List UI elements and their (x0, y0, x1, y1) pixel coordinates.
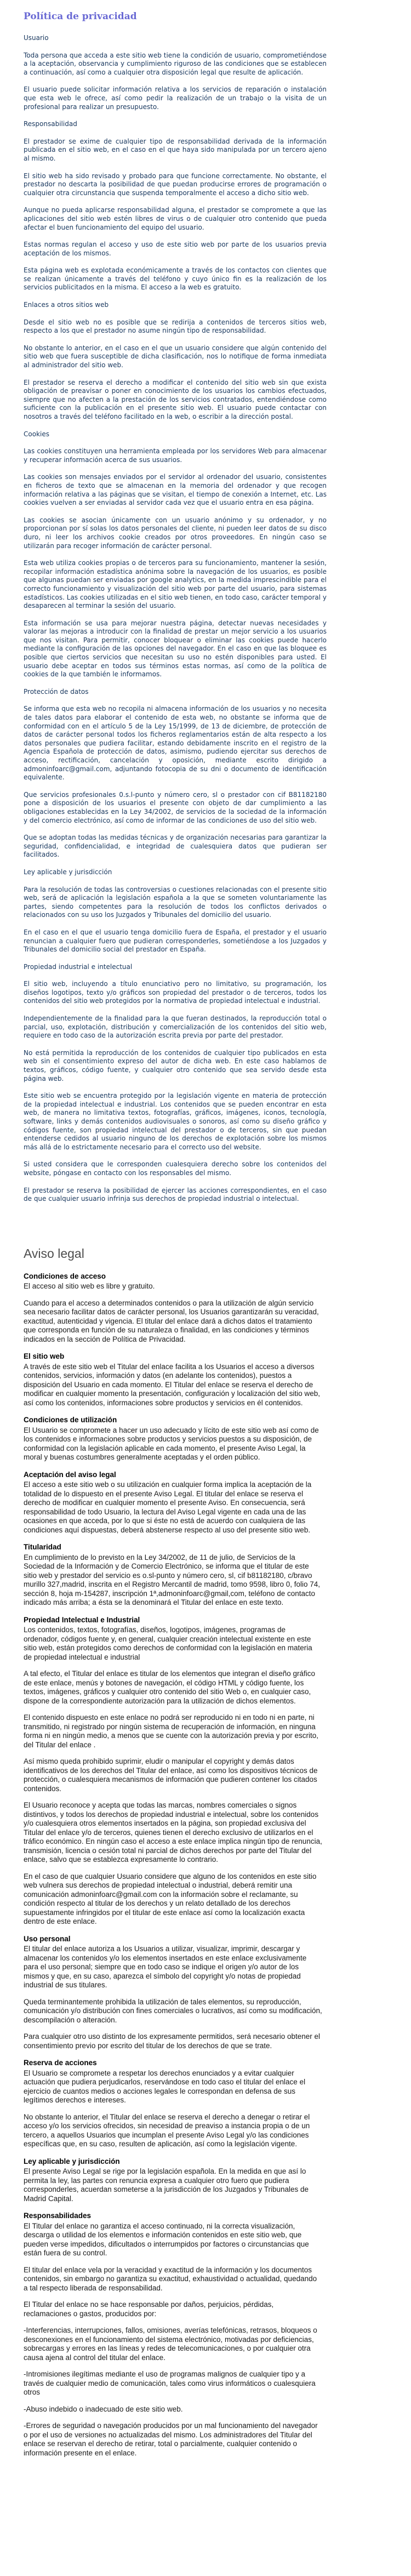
paragraph: El titular del enlace vela por la veracidad y exactitud de la información y los documentos contenidos, sin embargo no garantiza su exactitud, exhaustividad o actualidad, quedando a tal respecto liberada de responsabilidad. (24, 2265, 317, 2292)
paragraph: Para la resolución de todas las controversias o cuestiones relacionadas con el presente sitio web, será de aplicación la legislación española a la que se someten voluntariamente las partes, siendo competentes para la resolución de todos los conflictos derivados o relacionados con su uso los Juzgados y Tribunales del domicilio del usuario. (24, 885, 327, 919)
paragraph: Esta información se usa para mejorar nuestra página, detectar nuevas necesidades y valorar las mejoras a introducir con la finalidad de prestar un mejor servicio a los usuarios que nos visitan. Para permitir, conocer bloquear o eliminar las cookies puede hacerlo mediante la configuración de las opciones del navegador. En el caso en que las bloquee es posible que ciertos servicios que necesitan su uso no estén disponibles para usted. El usuario debe aceptar en todos sus términos estas normas, así como de la política de cookies de la que también le informamos. (24, 619, 327, 679)
paragraph: Queda terminantemente prohibida la utilización de tales elementos, su reproducción, comunicación y/o distribución con fines comerciales o lucrativos, así como su modificación, descompilación o alteración. (24, 1997, 322, 2024)
privacy-policy-body (24, 34, 327, 1204)
paragraph: Independientemente de la finalidad para la que fueran destinados, la reproducción total o parcial, uso, explotación, distribución y comercialización de los contenidos del sitio web, requiere en todo caso de la autorización escrita previa por parte del prestador. (24, 1015, 327, 1040)
section-heading: Uso personal (24, 1934, 71, 1943)
paragraph: Se informa que esta web no recopila ni almacena información de los usuarios y no necesita de tales datos para elaborar el contenido de esta web, no obstante se informa que de conformidad con en el artículo 5 de la Ley 15/1999, de 13 de diciembre, de protección de datos de carácter personal todos los ficheros reglamentarios están de alta respecto a los datos personales que pudiera facilitar, estando debidamente inscrito en el registro de la Agencia Española de protección de datos, asimismo, pudiendo ejercitar sus derechos de acceso, rectificación, cancelación y oposición, mediante escrito dirigido a admoninfoarc@gmail.com, adjuntando fotocopia de su dni o documento de identificación equivalente. (24, 705, 327, 782)
paragraph: Si usted considera que le corresponden cualesquiera derecho sobre los contenidos del website, póngase en contacto con los responsables del mismo. (24, 1160, 327, 1177)
paragraph: El Titular del enlace no se hace responsable por daños, perjuicios, pérdidas, reclamaciones o gastos, producidos por: (24, 2300, 274, 2318)
section-heading: Propiedad industrial e intelectual (24, 962, 133, 971)
section-heading: Reserva de acciones (24, 2059, 97, 2067)
section-heading: Condiciones de acceso (24, 1272, 106, 1280)
section-heading: Usuario (24, 34, 49, 42)
section-heading: Responsabilidad (24, 120, 77, 128)
paragraph: Así mismo queda prohibido suprimir, eludir o manipular el copyright y demás datos identificativos de los derechos del Titular del enlace, así como los dispositivos técnicos de protección, o cualesquiera mecanismos de información que pudieren contener los citados contenidos. (24, 1757, 318, 1793)
paragraph: El titular del enlace autoriza a los Usuarios a utilizar, visualizar, imprimir, descargar y almacenar los contenidos y/o los elementos insertados en este enlace exclusivamente para el uso personal; siempre que en todo caso se indique el origen y/o autor de los mismos y que, en su caso, aparezca el símbolo del copyright y/o notas de propiedad industrial de sus titulares. (24, 1945, 307, 1990)
section-heading: Protección de datos (24, 687, 89, 696)
paragraph: En el caso de que cualquier Usuario considere que alguno de los contenidos en este sitio web vulnera sus derechos de propiedad intelectual o industrial, deberá remitir una comunicación admoninfoarc@gmail.com con la información sobre el reclamante, su condición respecto al titular de los derechos y un relato detallado de los derechos supuestamente infringidos por el titular de este enlace así como la localización exacta dentro de este enlace. (24, 1872, 317, 1926)
paragraph: Que servicios profesionales 0.s.l-punto y número cero, sl o prestador con cif B81182180 pone a disposición de los usuarios el presente con objeto de dar cumplimiento a las obligaciones establecidas en la Ley 34/2002, de servicios de la sociedad de la información y del comercio electrónico, así como de informar de las condiciones de uso del sitio web. (24, 790, 327, 824)
paragraph: El prestador se reserva la posibilidad de ejercer las acciones correspondientes, en el caso de que cualquier usuario infrinja sus derechos de propiedad industrial o intelectual. (24, 1186, 327, 1203)
paragraph: El acceso a este sitio web o su utilización en cualquier forma implica la aceptación de la totalidad de lo dispuesto en el presente Aviso Legal. El titular del enlace se reserva el derecho de modificar en cualquier momento el presente Aviso. En consecuencia, será responsabilidad de todo Usuario, la lectura del Aviso Legal vigente en cada una de las ocasiones en que acceda, por lo que si éste no está de acuerdo con cualquiera de las condiciones aquí dispuestas, deberá abstenerse respecto al uso del presente sitio web. (24, 1480, 312, 1534)
paragraph: El Titular del enlace no garantiza el acceso continuado, ni la correcta visualización, descarga o utilidad de los elementos e información contenidos en este sitio web, que pueden verse impedidos, dificultados o interrumpidos por factores o circunstancias que están fuera de su control. (24, 2221, 309, 2258)
paragraph: A través de este sitio web el Titular del enlace facilita a los Usuarios el acceso a diversos contenidos, servicios, información y datos (en adelante los contenidos), puestos a disposición del Usuario en cada momento. El Titular del enlace se reserva el derecho de modificar en cualquier momento la presentación, configuración y localización del sitio web, así como los contenidos, informaciones sobre productos y servicios en él contenidos. (24, 1362, 321, 1407)
paragraph: A tal efecto, el Titular del enlace es titular de los elementos que integran el diseño gráfico de este enlace, menús y botones de navegación, el código HTML y código fuente, los textos, imágenes, gráficos y cualquier otro contenido del sitio Web o, en cualquier caso, dispone de la correspondiente autorización para la utilización de dichos elementos. (24, 1669, 316, 1705)
paragraph: Cuando para el acceso a determinados contenidos o para la utilización de algún servicio sea necesario facilitar datos de carácter personal, los Usuarios garantizarán su veracidad, exactitud, autenticidad y vigencia. El titular del enlace dará a dichos datos el tratamiento que corresponda en función de su naturaleza o finalidad, en las condiciones y términos indicados en la sección de Política de Privacidad. (24, 1298, 319, 1343)
paragraph: El acceso al sitio web es libre y gratuito. (24, 1282, 155, 1291)
paragraph: El sitio web ha sido revisado y probado para que funcione correctamente. No obstante, el prestador no descarta la posibilidad de que puedan producirse errores de programación o cualquier otra circunstancia que suspenda temporalmente el acceso a dicho sitio web. (24, 172, 327, 197)
aviso-legal-body (24, 1272, 327, 2458)
paragraph: Este sitio web se encuentra protegido por la legislación vigente en materia de protección de la propiedad intelectual e industrial. Los contenidos que se pueden encontrar en esta web, de manera no limitativa textos, fotografías, gráficos, imágenes, iconos, tecnología, software, links y demás contenidos audiovisuales o sonoros, así como su diseño gráfico y códigos fuente, son propiedad intelectual del prestador o de terceros, sin que puedan entenderse cedidos al usuario ninguno de los derechos de explotación sobre los mismos más allá de lo estrictamente necesario para el correcto uso del website. (24, 1092, 327, 1151)
paragraph: Las cookies constituyen una herramienta empleada por los servidores Web para almacenar y recuperar información acerca de sus usuarios. (24, 447, 327, 464)
paragraph: El Usuario se compromete a hacer un uso adecuado y lícito de este sitio web así como de los contenidos e informaciones sobre productos y servicios puestos a su disposición, de conformidad con la legislación aplicable en cada momento, el presente Aviso Legal, la moral y buenas costumbres generalmente aceptadas y el orden público. (24, 1426, 319, 1462)
section-heading: Aceptación del aviso legal (24, 1470, 116, 1479)
section-heading: Responsabilidades (24, 2212, 92, 2220)
paragraph: Estas normas regulan el acceso y uso de este sitio web por parte de los usuarios previa aceptación de los mismos. (24, 241, 327, 257)
paragraph: -Abuso indebido o inadecuado de este sitio web. (24, 2404, 183, 2413)
paragraph: No obstante lo anterior, en el caso en el que un usuario considere que algún contenido del sitio web que fuera susceptible de dicha clasificación, nos lo notifique de forma inmediata al administrador del sitio web. (24, 344, 327, 369)
paragraph: En el caso en el que el usuario tenga domicilio fuera de España, el prestador y el usuario renuncian a cualquier fuero que pudieran corresponderles, sometiéndose a los Juzgados y Tribunales del domicilio social del prestador en España. (24, 928, 327, 954)
aviso-legal-title: Aviso legal (24, 1246, 84, 1261)
section-heading: Condiciones de utilización (24, 1416, 117, 1424)
paragraph: El contenido dispuesto en este enlace no podrá ser reproducido ni en todo ni en parte, ni transmitido, ni registrado por ningún sistema de recuperación de información, en ninguna forma ni en ningún medio, a menos que se cuente con la autorización previa y por escrito, del Titular del enlace . (24, 1713, 319, 1749)
paragraph: -Interferencias, interrupciones, fallos, omisiones, averías telefónicas, retrasos, bloqueos o desconexiones en el funcionamiento del sistema electrónico, motivadas por deficiencias, sobrecargas y errores en las líneas y redes de telecomunicaciones, o por cualquier otra causa ajena al control del titular del enlace. (24, 2326, 317, 2362)
section-heading: Enlaces a otros sitios web (24, 301, 109, 309)
paragraph: Para cualquier otro uso distinto de los expresamente permitidos, será necesario obtener el consentimiento previo por escrito del titular de los derechos de que se trate. (24, 2032, 321, 2050)
paragraph: El sitio web, incluyendo a título enunciativo pero no limitativo, su programación, los diseños logotipos, texto y/o gráficos son propiedad del prestador o de terceros, todos los contenidos del sitio web protegidos por la normativa de propiedad intelectual e industrial. (24, 980, 327, 1005)
paragraph: Aunque no pueda aplicarse responsabilidad alguna, el prestador se compromete a que las aplicaciones del sitio web estén libres de virus o de cualquier otro contenido que pueda afectar el buen funcionamiento del equipo del usuario. (24, 206, 327, 231)
paragraph: Los contenidos, textos, fotografías, diseños, logotipos, imágenes, programas de ordenador, códigos fuente y, en general, cualquier creación intelectual existente en este sitio web, están protegidos como derechos de conformidad con la legislación en materia de propiedad intelectual e industrial (24, 1626, 312, 1661)
section-heading: El sitio web (24, 1352, 65, 1361)
paragraph: En cumplimiento de lo previsto en la Ley 34/2002, de 11 de julio, de Servicios de la Sociedad de la Información y de Comercio Electrónico, se informa que el titular de este sitio web y prestador del servicio es o.sl-punto y número cero, sl, cif b81182180, c/bravo murillo 327,madrid, inscrita en el Registro Mercantil de madrid, tomo 9598, libro 0, folio 74, sección 8, hoja m-154287, inscripción 1ª,admoninfoarc@gmail,com, teléfono de contacto indicado más arriba; a ésta se la denominará el Titular del enlace en este texto. (24, 1553, 321, 1607)
section-heading: Ley aplicable y jurisdicción (24, 2157, 120, 2165)
section-heading: Titularidad (24, 1543, 61, 1552)
section-heading: Ley aplicable y jurisdicción (24, 868, 112, 876)
paragraph: Las cookies se asocian únicamente con un usuario anónimo y su ordenador, y no proporcionan por sí solas los datos personales del cliente, ni pueden leer datos de su disco duro, ni leer los archivos cookie creados por otros proveedores. En ningún caso se utilizarán para recoger información de carácter personal. (24, 516, 327, 550)
paragraph: El Usuario se compromete a respetar los derechos enunciados y a evitar cualquier actuación que pudiera perjudicarlos, reservándose en todo caso el titular del enlace el ejercicio de cuantos medios o acciones legales le correspondan en defensa de sus legítimos derechos e intereses. (24, 2068, 306, 2105)
paragraph: -Intromisiones ilegítimas mediante el uso de programas malignos de cualquier tipo y a través de cualquier medio de comunicación, tales como virus informáticos o cualesquiera otros (24, 2370, 316, 2397)
paragraph: El prestador se reserva el derecho a modificar el contenido del sitio web sin que exista obligación de preavisar o poner en conocimiento de los usuarios los cambios efectuados, siempre que no afecten a la prestación de los servicios contratados, entendiéndose como suficiente con la publicación en el presente sitio web. El usuario puede contactar con nosotros a través del teléfono facilitado en la web, o escribir a la dirección postal. (24, 378, 327, 420)
paragraph: Desde el sitio web no es posible que se redirija a contenidos de terceros sitios web, respecto a los que el prestador no asume ningún tipo de responsabilidad. (24, 318, 327, 335)
paragraph: Esta web utiliza cookies propias o de terceros para su funcionamiento, mantener la sesión, recopilar información estadística anónima sobre la navegación de los usuarios, es posible que algunas puedan ser enviadas por google analytics, en la medida imprescindible para el correcto funcionamiento y visualización del sitio web por parte del usuario, para sistemas estadísticos. Las cookies utilizadas en el sitio web tienen, en todo caso, carácter temporal y desaparecen al terminar la sesión del usuario. (24, 559, 327, 610)
paragraph: Esta página web es explotada económicamente a través de los contactos con clientes que se realizan únicamente a través del teléfono y cuyo único fin es la realización de los servicios publicitados en la misma. El acceso a la web es gratuito. (24, 266, 327, 292)
aviso-legal-section (24, 1246, 327, 2458)
section-heading: Cookies (24, 430, 49, 438)
paragraph: El presente Aviso Legal se rige por la legislación española. En la medida en que así lo permita la ley, las partes con renuncia expresa a cualquier otro fuero que pudiera corresponderles, acuerdan someterse a la jurisdicción de los Juzgados y Tribunales de Madrid Capital. (24, 2167, 309, 2203)
paragraph: El Usuario reconoce y acepta que todas las marcas, nombres comerciales o signos distintivos, y todos los derechos de propiedad industrial e intelectual, sobre los contenidos y/o cualesquiera otros elementos insertados en la página, son propiedad exclusiva del Titular del enlace y/o de terceros, quienes tienen el derecho exclusivo de utilizarlos en el tráfico económico. En ningún caso el acceso a este enlace implica ningún tipo de renuncia, transmisión, licencia o cesión total ni parcial de dichos derechos por parte del Titular del enlace, salvo que se establezca expresamente lo contrario. (24, 1801, 322, 1864)
paragraph: No obstante lo anterior, el Titular del enlace se reserva el derecho a denegar o retirar el acceso y/o los servicios ofrecidos, sin necesidad de preaviso a instancia propia o de un tercero, a aquellos Usuarios que incumplan el presente Aviso Legal y/o las condiciones específicas que, en su caso, resulten de aplicación, así como la legislación vigente. (24, 2112, 310, 2148)
paragraph: Las cookies son mensajes enviados por el servidor al ordenador del usuario, consistentes en ficheros de texto que se almacenan en la memoria del ordenador y que recogen información relativa a las páginas que se visitan, el tiempo de conexión a Internet, etc. Las cookies vuelven a ser enviadas al servidor cada vez que el usuario entra en esa página. (24, 473, 327, 507)
paragraph: Que se adoptan todas las medidas técnicas y de organización necesarias para garantizar la seguridad, confidencialidad, e integridad de cualesquiera datos que pudieran ser facilitados. (24, 834, 327, 859)
privacy-policy-section (24, 11, 327, 1204)
paragraph: El usuario puede solicitar información relativa a los servicios de reparación o instalación que esta web le ofrece, así como pedir la realización de un trabajo o la visita de un profesional para realizar un presupuesto. (24, 86, 327, 111)
section-heading: Propiedad Intelectual e Industrial (24, 1615, 140, 1624)
paragraph: -Errores de seguridad o navegación producidos por un mal funcionamiento del navegador o por el uso de versiones no actualizadas del mismo. Los administradores del Titular del enlace se reservan el derecho de retirar, total o parcialmente, cualquier contenido o información presente en el enlace. (24, 2421, 318, 2457)
paragraph: El prestador se exime de cualquier tipo de responsabilidad derivada de la información publicada en el sitio web, en el caso en el que haya sido manipulada por un tercero ajeno al mismo. (24, 137, 327, 162)
paragraph: No está permitida la reproducción de los contenidos de cualquier tipo publicados en esta web sin el consentimiento expreso del autor de dicha web. En este caso hablamos de textos, gráficos, código fuente, y cualquier otro contenido que sea servido desde esta página web. (24, 1048, 327, 1082)
privacy-policy-title: Política de privacidad (24, 11, 137, 22)
paragraph: Toda persona que acceda a este sitio web tiene la condición de usuario, comprometiéndose a la aceptación, observancia y cumplimiento riguroso de las condiciones que se establecen a continuación, así como a cualquier otra disposición legal que resulte de aplicación. (24, 51, 327, 76)
